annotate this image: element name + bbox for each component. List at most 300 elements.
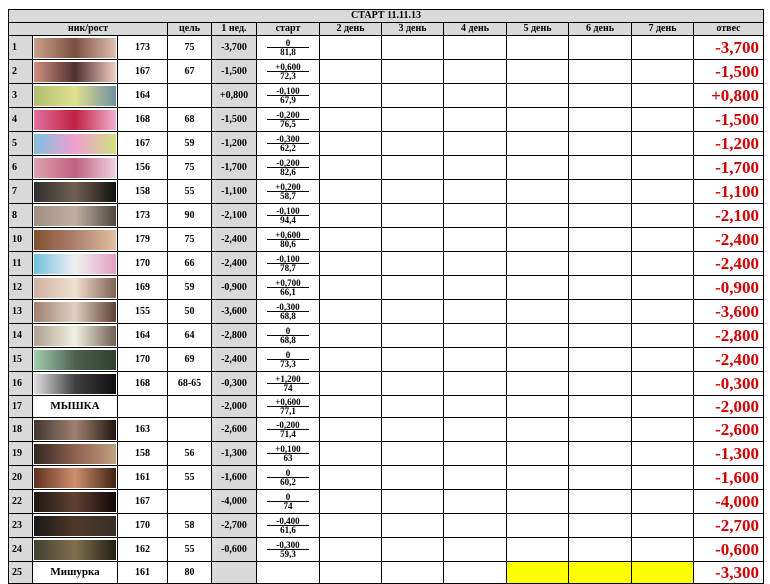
row-day6 bbox=[569, 204, 632, 228]
avatar-photo bbox=[34, 326, 116, 346]
row-number: 5 bbox=[9, 132, 33, 156]
row-otves: -1,600 bbox=[694, 466, 764, 490]
row-otves: -2,000 bbox=[694, 396, 764, 418]
row-number: 20 bbox=[9, 466, 33, 490]
start-change: +0,200 bbox=[267, 183, 309, 192]
avatar-photo bbox=[34, 444, 116, 464]
row-day6 bbox=[569, 562, 632, 584]
row-week1: -3,700 bbox=[212, 36, 257, 60]
row-otves: -1,100 bbox=[694, 180, 764, 204]
row-day5 bbox=[507, 252, 569, 276]
row-goal: 75 bbox=[168, 156, 212, 180]
avatar-photo bbox=[34, 182, 116, 202]
table-row bbox=[9, 60, 764, 84]
row-day5 bbox=[507, 180, 569, 204]
row-week1 bbox=[212, 562, 257, 584]
row-day5 bbox=[507, 348, 569, 372]
table-row bbox=[9, 300, 764, 324]
row-photo-cell bbox=[33, 36, 118, 60]
row-height: 161 bbox=[118, 466, 168, 490]
row-height: 170 bbox=[118, 252, 168, 276]
row-day4 bbox=[444, 418, 507, 442]
row-photo-cell bbox=[33, 324, 118, 348]
row-number: 12 bbox=[9, 276, 33, 300]
row-otves: -2,400 bbox=[694, 252, 764, 276]
start-weight: 76,5 bbox=[280, 119, 296, 129]
row-otves: +0,800 bbox=[694, 84, 764, 108]
row-height: 163 bbox=[118, 418, 168, 442]
row-day6 bbox=[569, 276, 632, 300]
start-weight: 81,8 bbox=[280, 47, 296, 57]
row-goal: 68-65 bbox=[168, 372, 212, 396]
row-height: 167 bbox=[118, 490, 168, 514]
avatar-photo bbox=[34, 492, 116, 512]
row-day5 bbox=[507, 490, 569, 514]
row-day4 bbox=[444, 132, 507, 156]
row-day7 bbox=[632, 418, 694, 442]
row-day6 bbox=[569, 418, 632, 442]
row-day2 bbox=[320, 562, 382, 584]
row-start bbox=[257, 252, 320, 276]
row-day2 bbox=[320, 228, 382, 252]
row-photo-cell bbox=[33, 84, 118, 108]
row-day7 bbox=[632, 442, 694, 466]
row-otves: -2,800 bbox=[694, 324, 764, 348]
row-height: 164 bbox=[118, 324, 168, 348]
row-day5 bbox=[507, 108, 569, 132]
row-day3 bbox=[382, 60, 444, 84]
start-weight: 66,1 bbox=[280, 287, 296, 297]
row-day2 bbox=[320, 324, 382, 348]
row-number: 25 bbox=[9, 562, 33, 584]
row-day3 bbox=[382, 418, 444, 442]
table-row bbox=[9, 36, 764, 60]
avatar-photo bbox=[34, 110, 116, 130]
row-goal: 58 bbox=[168, 514, 212, 538]
start-weight: 61,6 bbox=[280, 525, 296, 535]
row-goal: 80 bbox=[168, 562, 212, 584]
row-number: 7 bbox=[9, 180, 33, 204]
start-weight: 80,6 bbox=[280, 239, 296, 249]
row-day4 bbox=[444, 538, 507, 562]
row-otves: -0,600 bbox=[694, 538, 764, 562]
row-day6 bbox=[569, 156, 632, 180]
avatar-photo bbox=[34, 350, 116, 370]
row-start bbox=[257, 300, 320, 324]
row-photo-cell bbox=[33, 538, 118, 562]
start-weight: 60,2 bbox=[280, 477, 296, 487]
start-change: -0,200 bbox=[267, 111, 309, 120]
row-day3 bbox=[382, 466, 444, 490]
row-number: 3 bbox=[9, 84, 33, 108]
row-day6 bbox=[569, 442, 632, 466]
row-day3 bbox=[382, 300, 444, 324]
row-otves: -0,900 bbox=[694, 276, 764, 300]
row-start bbox=[257, 442, 320, 466]
row-number: 23 bbox=[9, 514, 33, 538]
row-day6 bbox=[569, 490, 632, 514]
row-goal: 50 bbox=[168, 300, 212, 324]
row-day3 bbox=[382, 562, 444, 584]
row-week1: -2,700 bbox=[212, 514, 257, 538]
row-start bbox=[257, 490, 320, 514]
start-weight: 62,2 bbox=[280, 143, 296, 153]
row-day5 bbox=[507, 324, 569, 348]
row-start bbox=[257, 418, 320, 442]
row-height: 170 bbox=[118, 514, 168, 538]
row-day3 bbox=[382, 514, 444, 538]
start-weight: 73,3 bbox=[280, 359, 296, 369]
row-otves: -1,500 bbox=[694, 60, 764, 84]
row-goal bbox=[168, 418, 212, 442]
header-start: старт bbox=[257, 23, 320, 36]
row-week1: -1,700 bbox=[212, 156, 257, 180]
row-day6 bbox=[569, 228, 632, 252]
row-goal bbox=[168, 490, 212, 514]
row-photo-cell bbox=[33, 372, 118, 396]
row-day7 bbox=[632, 276, 694, 300]
start-change: 0 bbox=[267, 39, 309, 48]
avatar-photo bbox=[34, 158, 116, 178]
row-start bbox=[257, 204, 320, 228]
table-row bbox=[9, 108, 764, 132]
row-goal: 56 bbox=[168, 442, 212, 466]
row-photo-cell bbox=[33, 300, 118, 324]
row-start bbox=[257, 228, 320, 252]
start-weight: 74 bbox=[283, 383, 293, 393]
row-photo-cell bbox=[33, 514, 118, 538]
row-day2 bbox=[320, 418, 382, 442]
avatar-photo bbox=[34, 86, 116, 106]
row-day4 bbox=[444, 348, 507, 372]
row-height: 168 bbox=[118, 108, 168, 132]
row-number: 22 bbox=[9, 490, 33, 514]
table-row bbox=[9, 324, 764, 348]
row-number: 8 bbox=[9, 204, 33, 228]
row-start bbox=[257, 538, 320, 562]
row-day4 bbox=[444, 490, 507, 514]
row-day4 bbox=[444, 156, 507, 180]
table-row bbox=[9, 84, 764, 108]
row-day5 bbox=[507, 84, 569, 108]
row-day2 bbox=[320, 204, 382, 228]
avatar-photo bbox=[34, 302, 116, 322]
row-height: 173 bbox=[118, 204, 168, 228]
row-week1: -2,000 bbox=[212, 396, 257, 418]
row-week1: +0,800 bbox=[212, 84, 257, 108]
start-change: -0,200 bbox=[267, 421, 309, 430]
row-week1: -2,600 bbox=[212, 418, 257, 442]
row-day7 bbox=[632, 372, 694, 396]
start-change: +0,700 bbox=[267, 279, 309, 288]
row-day6 bbox=[569, 252, 632, 276]
row-day4 bbox=[444, 252, 507, 276]
row-number: 6 bbox=[9, 156, 33, 180]
row-height: 170 bbox=[118, 348, 168, 372]
row-day4 bbox=[444, 108, 507, 132]
table-row bbox=[9, 252, 764, 276]
table-row bbox=[9, 180, 764, 204]
row-number: 18 bbox=[9, 418, 33, 442]
row-day2 bbox=[320, 490, 382, 514]
row-goal: 69 bbox=[168, 348, 212, 372]
start-weight: 77,1 bbox=[280, 406, 296, 416]
row-day5 bbox=[507, 562, 569, 584]
row-day4 bbox=[444, 36, 507, 60]
row-week1: -1,100 bbox=[212, 180, 257, 204]
row-day5 bbox=[507, 276, 569, 300]
start-weight: 59,3 bbox=[280, 549, 296, 559]
avatar-photo bbox=[34, 134, 116, 154]
row-day7 bbox=[632, 396, 694, 418]
row-start bbox=[257, 324, 320, 348]
row-goal: 67 bbox=[168, 60, 212, 84]
start-change: +0,600 bbox=[267, 398, 309, 407]
row-week1: -2,400 bbox=[212, 252, 257, 276]
row-day5 bbox=[507, 132, 569, 156]
row-otves: -3,600 bbox=[694, 300, 764, 324]
row-week1: -2,800 bbox=[212, 324, 257, 348]
row-goal bbox=[168, 396, 212, 418]
row-photo-cell bbox=[33, 466, 118, 490]
table-row bbox=[9, 348, 764, 372]
row-day3 bbox=[382, 228, 444, 252]
row-day6 bbox=[569, 180, 632, 204]
row-day6 bbox=[569, 36, 632, 60]
row-photo-cell bbox=[33, 156, 118, 180]
row-day6 bbox=[569, 514, 632, 538]
row-height: 158 bbox=[118, 442, 168, 466]
row-height bbox=[118, 396, 168, 418]
row-day7 bbox=[632, 204, 694, 228]
row-otves: -2,700 bbox=[694, 514, 764, 538]
row-number: 11 bbox=[9, 252, 33, 276]
row-day3 bbox=[382, 348, 444, 372]
start-change: -0,300 bbox=[267, 303, 309, 312]
row-goal: 64 bbox=[168, 324, 212, 348]
row-day7 bbox=[632, 180, 694, 204]
row-photo-cell bbox=[33, 108, 118, 132]
row-day7 bbox=[632, 490, 694, 514]
row-day2 bbox=[320, 372, 382, 396]
row-day2 bbox=[320, 514, 382, 538]
row-day4 bbox=[444, 180, 507, 204]
row-day2 bbox=[320, 84, 382, 108]
row-start bbox=[257, 514, 320, 538]
row-photo-cell bbox=[33, 490, 118, 514]
row-day4 bbox=[444, 372, 507, 396]
row-photo-cell bbox=[33, 348, 118, 372]
table-row bbox=[9, 466, 764, 490]
row-day2 bbox=[320, 442, 382, 466]
row-week1: -0,900 bbox=[212, 276, 257, 300]
row-day7 bbox=[632, 156, 694, 180]
row-otves: -1,200 bbox=[694, 132, 764, 156]
row-week1: -2,100 bbox=[212, 204, 257, 228]
row-day5 bbox=[507, 538, 569, 562]
row-day6 bbox=[569, 396, 632, 418]
row-photo-cell bbox=[33, 132, 118, 156]
row-photo-cell bbox=[33, 252, 118, 276]
row-day4 bbox=[444, 228, 507, 252]
row-day3 bbox=[382, 276, 444, 300]
start-weight: 58,7 bbox=[280, 191, 296, 201]
row-photo-cell bbox=[33, 276, 118, 300]
row-otves: -2,400 bbox=[694, 228, 764, 252]
row-day5 bbox=[507, 396, 569, 418]
row-day5 bbox=[507, 372, 569, 396]
avatar-photo bbox=[34, 374, 116, 394]
start-change: 0 bbox=[267, 469, 309, 478]
row-day2 bbox=[320, 538, 382, 562]
row-start bbox=[257, 276, 320, 300]
row-day7 bbox=[632, 538, 694, 562]
row-week1: -1,200 bbox=[212, 132, 257, 156]
start-change: -0,200 bbox=[267, 159, 309, 168]
row-height: 169 bbox=[118, 276, 168, 300]
row-height: 167 bbox=[118, 60, 168, 84]
start-weight: 72,3 bbox=[280, 71, 296, 81]
table-row bbox=[9, 372, 764, 396]
row-height: 155 bbox=[118, 300, 168, 324]
row-day2 bbox=[320, 156, 382, 180]
row-day7 bbox=[632, 228, 694, 252]
row-day2 bbox=[320, 396, 382, 418]
row-day6 bbox=[569, 84, 632, 108]
row-day5 bbox=[507, 466, 569, 490]
row-day4 bbox=[444, 84, 507, 108]
row-start bbox=[257, 396, 320, 418]
row-week1: -1,300 bbox=[212, 442, 257, 466]
start-change: +0,100 bbox=[267, 445, 309, 454]
row-start bbox=[257, 36, 320, 60]
row-week1: -2,400 bbox=[212, 348, 257, 372]
row-day5 bbox=[507, 300, 569, 324]
row-week1: -3,600 bbox=[212, 300, 257, 324]
row-day2 bbox=[320, 36, 382, 60]
start-change: -0,300 bbox=[267, 135, 309, 144]
row-number: 15 bbox=[9, 348, 33, 372]
row-day3 bbox=[382, 84, 444, 108]
row-goal: 59 bbox=[168, 132, 212, 156]
header-day4: 4 день bbox=[444, 23, 507, 36]
row-day3 bbox=[382, 490, 444, 514]
start-weight: 68,8 bbox=[280, 311, 296, 321]
row-day4 bbox=[444, 300, 507, 324]
row-day3 bbox=[382, 396, 444, 418]
row-start bbox=[257, 348, 320, 372]
start-change: -0,100 bbox=[267, 255, 309, 264]
row-start bbox=[257, 84, 320, 108]
row-number: 4 bbox=[9, 108, 33, 132]
avatar-photo bbox=[34, 540, 116, 560]
row-number: 14 bbox=[9, 324, 33, 348]
row-day4 bbox=[444, 204, 507, 228]
row-day2 bbox=[320, 108, 382, 132]
start-weight: 68,8 bbox=[280, 335, 296, 345]
row-day4 bbox=[444, 514, 507, 538]
start-change: 0 bbox=[267, 351, 309, 360]
avatar-photo bbox=[34, 278, 116, 298]
start-change: 0 bbox=[267, 493, 309, 502]
row-day6 bbox=[569, 300, 632, 324]
header-day5: 5 день bbox=[507, 23, 569, 36]
row-otves: -1,500 bbox=[694, 108, 764, 132]
row-otves: -3,300 bbox=[694, 562, 764, 584]
row-day7 bbox=[632, 132, 694, 156]
header-day2: 2 день bbox=[320, 23, 382, 36]
row-day2 bbox=[320, 300, 382, 324]
row-week1: -0,300 bbox=[212, 372, 257, 396]
row-day3 bbox=[382, 36, 444, 60]
row-day3 bbox=[382, 108, 444, 132]
row-day7 bbox=[632, 36, 694, 60]
avatar-photo bbox=[34, 230, 116, 250]
row-photo-cell bbox=[33, 60, 118, 84]
row-week1: -1,500 bbox=[212, 108, 257, 132]
row-height: 158 bbox=[118, 180, 168, 204]
row-goal: 75 bbox=[168, 228, 212, 252]
row-day5 bbox=[507, 442, 569, 466]
row-height: 162 bbox=[118, 538, 168, 562]
row-day2 bbox=[320, 180, 382, 204]
row-day7 bbox=[632, 562, 694, 584]
row-photo-cell bbox=[33, 418, 118, 442]
row-day6 bbox=[569, 372, 632, 396]
row-week1: -1,500 bbox=[212, 60, 257, 84]
row-otves: -1,300 bbox=[694, 442, 764, 466]
row-day7 bbox=[632, 60, 694, 84]
row-week1: -2,400 bbox=[212, 228, 257, 252]
table-row bbox=[9, 276, 764, 300]
row-otves: -2,600 bbox=[694, 418, 764, 442]
header-goal: цель bbox=[168, 23, 212, 36]
row-photo-cell bbox=[33, 204, 118, 228]
table-row bbox=[9, 418, 764, 442]
start-weight: 67,9 bbox=[280, 95, 296, 105]
row-start bbox=[257, 372, 320, 396]
avatar-photo bbox=[34, 516, 116, 536]
row-otves: -4,000 bbox=[694, 490, 764, 514]
table-row bbox=[9, 442, 764, 466]
row-goal: 55 bbox=[168, 538, 212, 562]
row-day7 bbox=[632, 466, 694, 490]
row-number: 13 bbox=[9, 300, 33, 324]
row-photo-cell bbox=[33, 180, 118, 204]
header-day3: 3 день bbox=[382, 23, 444, 36]
row-day4 bbox=[444, 562, 507, 584]
table-row bbox=[9, 538, 764, 562]
table-row bbox=[9, 514, 764, 538]
row-start bbox=[257, 156, 320, 180]
table-row bbox=[9, 396, 764, 418]
row-goal bbox=[168, 84, 212, 108]
row-day4 bbox=[444, 442, 507, 466]
header-nick: ник/рост bbox=[9, 23, 168, 36]
row-number: 10 bbox=[9, 228, 33, 252]
row-day7 bbox=[632, 300, 694, 324]
row-day2 bbox=[320, 276, 382, 300]
row-goal: 55 bbox=[168, 180, 212, 204]
row-day4 bbox=[444, 466, 507, 490]
row-nick: Мишурка bbox=[33, 562, 118, 584]
start-change: 0 bbox=[267, 327, 309, 336]
row-day3 bbox=[382, 372, 444, 396]
row-day3 bbox=[382, 324, 444, 348]
row-day7 bbox=[632, 348, 694, 372]
row-day7 bbox=[632, 252, 694, 276]
start-weight: 78,7 bbox=[280, 263, 296, 273]
